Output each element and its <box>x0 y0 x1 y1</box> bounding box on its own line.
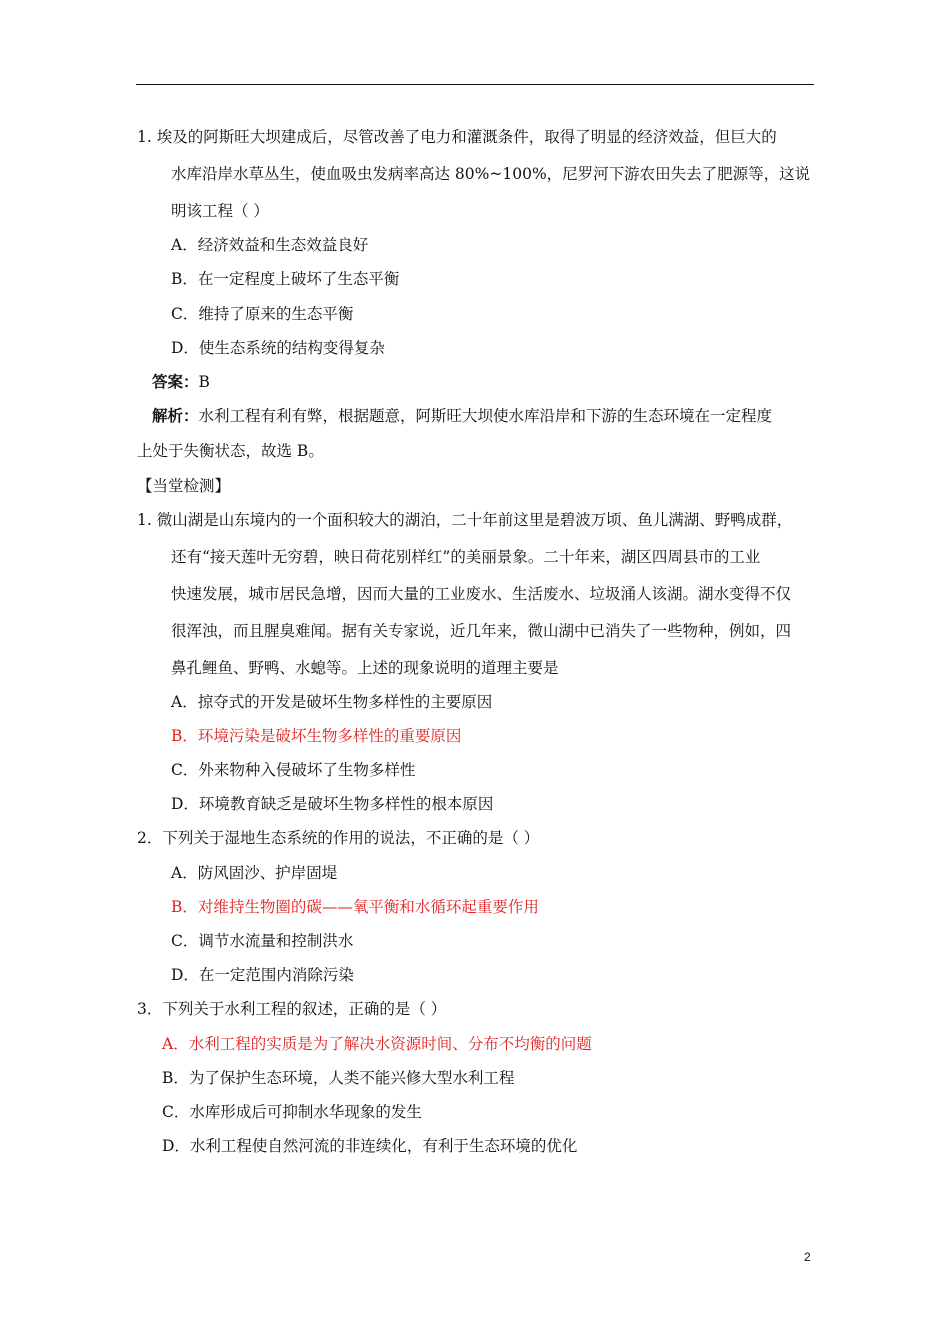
q1-option-c: C．外来物种入侵破坏了生物多样性 <box>171 761 416 779</box>
q-prev-line-3: 明该工程（ ） <box>171 202 269 220</box>
q1-line-1: 1. 微山湖是山东境内的一个面积较大的湖泊，二十年前这里是碧波万顷、鱼儿满湖、野鸭成群， <box>137 511 793 529</box>
q-prev-option-b: B．在一定程度上破坏了生态平衡 <box>171 270 400 288</box>
q1-option-a: A．掠夺式的开发是破坏生物多样性的主要原因 <box>171 693 493 711</box>
answer-label: 答案： <box>152 372 199 391</box>
q-prev-option-a: A．经济效益和生态效益良好 <box>171 236 369 254</box>
q3-option-d: D．水利工程使自然河流的非连续化，有利于生态环境的优化 <box>162 1137 578 1155</box>
q2-stem: 2．下列关于湿地生态系统的作用的说法，不正确的是（ ） <box>137 829 540 847</box>
header-rule <box>136 84 814 85</box>
q1-option-d: D．环境教育缺乏是破坏生物多样性的根本原因 <box>171 795 494 813</box>
q2-option-b: B．对维持生物圈的碳——氧平衡和水循环起重要作用 <box>171 898 539 916</box>
answer-value: B <box>198 373 210 391</box>
q1-line-3: 快速发展，城市居民急增，因而大量的工业废水、生活废水、垃圾涌人该湖。湖水变得不仅 <box>171 585 792 603</box>
q-prev-option-c: C．维持了原来的生态平衡 <box>171 305 354 323</box>
q3-option-a: A．水利工程的实质是为了解决水资源时间、分布不均衡的问题 <box>162 1035 592 1053</box>
analysis-text-1: 水利工程有利有弊，根据题意，阿斯旺大坝使水库沿岸和下游的生态环境在一定程度 <box>198 407 773 425</box>
q-prev-line-1: 1. 埃及的阿斯旺大坝建成后，尽管改善了电力和灌溉条件，取得了明显的经济效益，但巨大的 <box>137 128 777 146</box>
section-title: 【当堂检测】 <box>137 477 231 495</box>
q1-option-b: B．环境污染是破坏生物多样性的重要原因 <box>171 727 462 745</box>
page-number: 2 <box>804 1250 811 1264</box>
analysis-line-1 <box>152 406 772 426</box>
q-prev-line-2: 水库沿岸水草丛生，使血吸虫发病率高达 80%~100%，尼罗河下游农田失去了肥源等，这说 <box>171 165 811 183</box>
analysis-label: 解析： <box>152 406 199 425</box>
q3-stem: 3．下列关于水利工程的叙述，正确的是（ ） <box>137 1000 447 1018</box>
q2-option-c: C．调节水流量和控制洪水 <box>171 932 354 950</box>
q-prev-option-d: D．使生态系统的结构变得复杂 <box>171 339 385 357</box>
q2-option-a: A．防风固沙、护岸固堤 <box>171 864 338 882</box>
q1-line-2: 还有“接天莲叶无穷碧，映日荷花别样红”的美丽景象。二十年来，湖区四周县市的工业 <box>171 548 761 566</box>
q3-option-c: C．水库形成后可抑制水华现象的发生 <box>162 1103 422 1121</box>
q1-line-4: 很浑浊，而且腥臭难闻。据有关专家说，近几年来，微山湖中已消失了一些物种，例如，四 <box>171 622 792 640</box>
analysis-line-2: 上处于失衡状态，故选 B。 <box>137 442 324 460</box>
q2-option-d: D．在一定范围内消除污染 <box>171 966 354 984</box>
answer-line <box>152 372 210 392</box>
q3-option-b: B．为了保护生态环境，人类不能兴修大型水利工程 <box>162 1069 515 1087</box>
q1-line-5: 鼻孔鲤鱼、野鸭、水螅等。上述的现象说明的道理主要是 <box>171 659 559 677</box>
